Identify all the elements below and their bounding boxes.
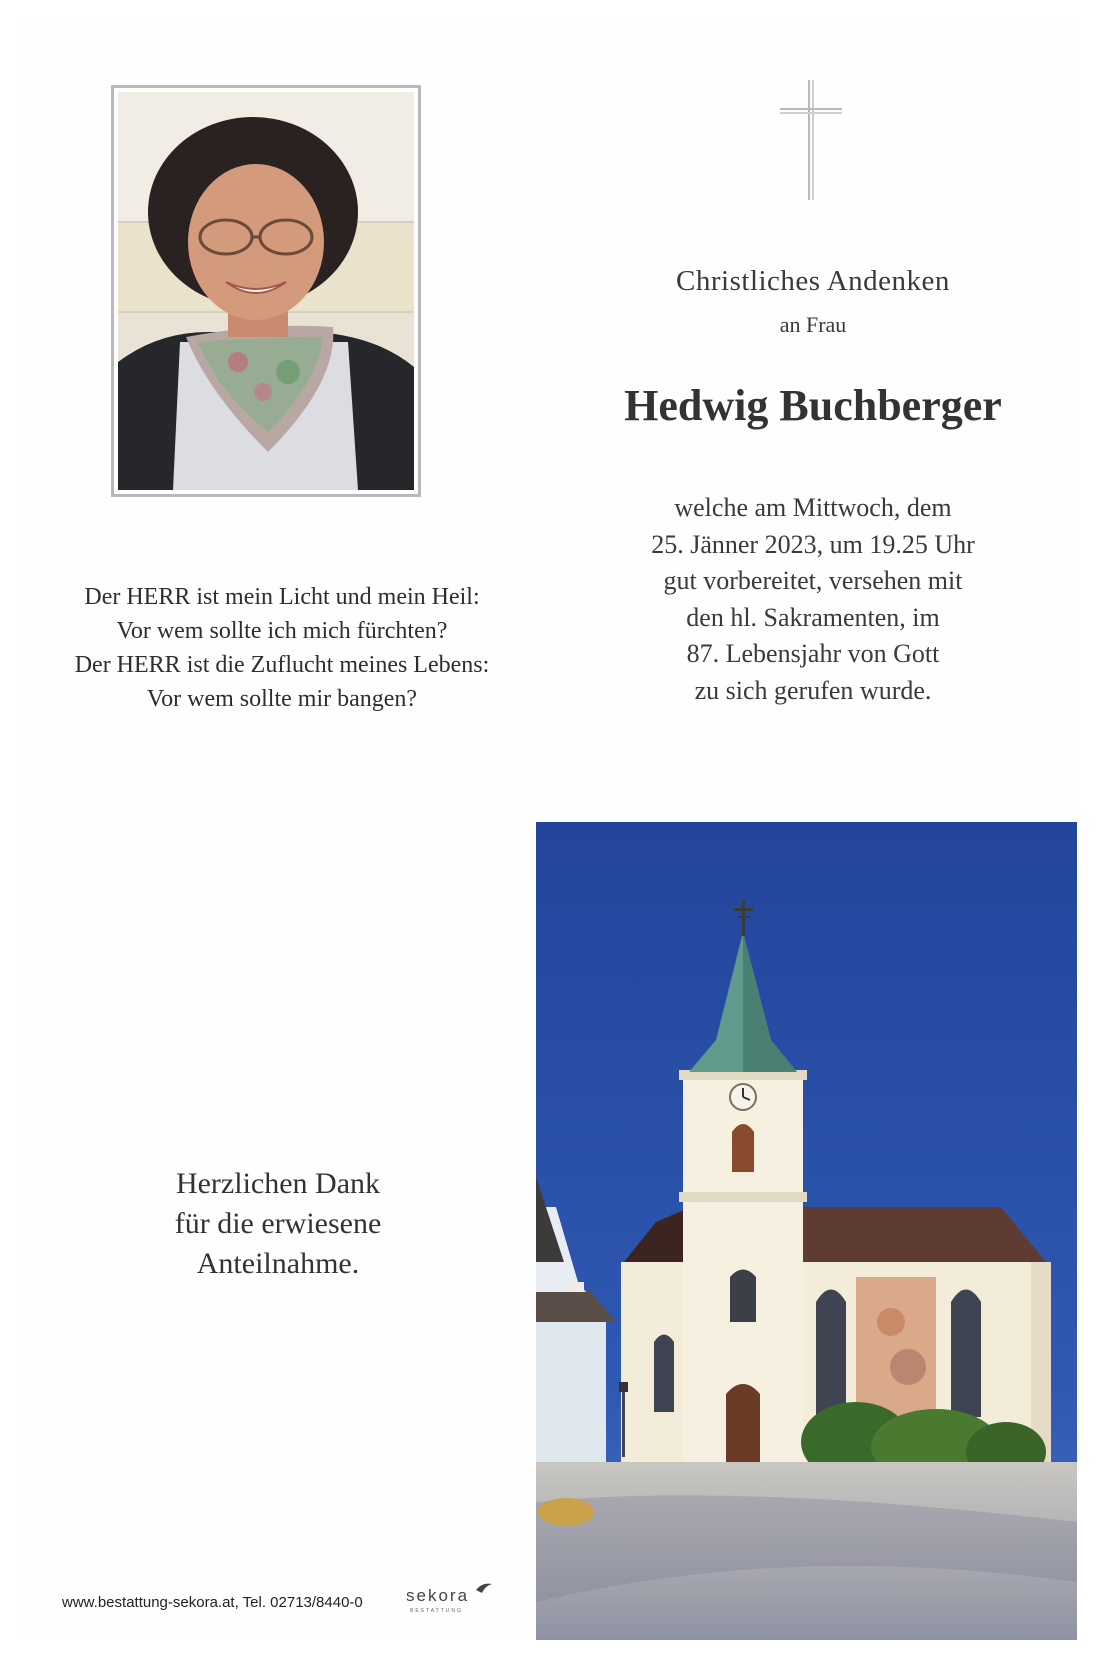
church-image xyxy=(536,822,1077,1640)
notice-line: 87. Lebensjahr von Gott xyxy=(686,639,940,668)
panel-thanks xyxy=(18,822,538,1640)
panel-memorial-text xyxy=(548,20,1078,810)
notice-line: welche am Mittwoch, dem xyxy=(674,493,952,522)
panel-church-image xyxy=(536,822,1077,1640)
notice-line: den hl. Sakramenten, im xyxy=(686,602,940,632)
bird-icon xyxy=(476,1582,492,1594)
portrait-image xyxy=(118,92,414,490)
footer-contact: www.bestattung-sekora.at, Tel. 02713/8440-0 xyxy=(62,1594,363,1611)
portrait-photo xyxy=(111,85,421,497)
notice-line: gut vorbereitet, versehen mit xyxy=(663,566,963,595)
psalm-line: Vor wem sollte mir bangen? xyxy=(146,686,418,712)
memorial-heading: Christliches Andenken xyxy=(676,265,950,297)
sekora-logo: sekora xyxy=(406,1586,470,1605)
psalm-verse xyxy=(18,580,546,716)
psalm-line: Der HERR ist mein Licht und mein Heil: xyxy=(84,584,480,610)
psalm-line: Vor wem sollte ich mich fürchten? xyxy=(116,618,448,644)
panel-photo-psalm xyxy=(18,20,546,810)
death-notice xyxy=(548,490,1078,709)
sekora-logo-sub: BESTATTUNG xyxy=(410,1608,463,1614)
notice-line: zu sich gerufen wurde. xyxy=(694,675,932,705)
cross-icon xyxy=(780,80,842,200)
notice-line: 25. Jänner 2023, um 19.25 Uhr xyxy=(651,529,975,559)
thanks-line: Herzlichen Dank xyxy=(175,1167,381,1200)
thanks-line: für die erwiesene xyxy=(174,1207,382,1240)
deceased-name: Hedwig Buchberger xyxy=(624,381,1002,430)
thanks-line: Anteilnahme. xyxy=(196,1247,360,1280)
memorial-subheading: an Frau xyxy=(779,312,847,337)
psalm-line: Der HERR ist die Zuflucht meines Lebens: xyxy=(74,652,490,678)
thanks-message xyxy=(18,1164,538,1284)
